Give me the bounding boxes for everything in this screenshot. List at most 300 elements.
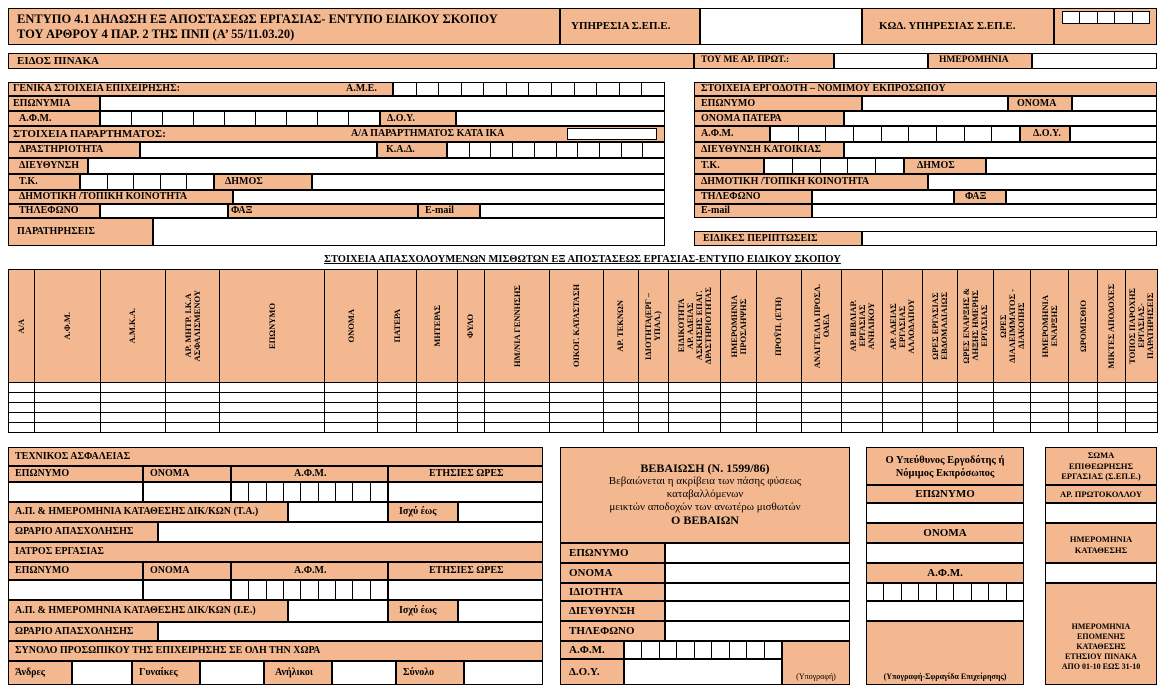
employer-afm-label: Α.Φ.Μ. <box>701 128 734 139</box>
phone-field[interactable] <box>100 204 228 218</box>
employee-cell[interactable] <box>457 422 485 433</box>
business-ame-label: Α.Μ.Ε. <box>346 83 377 94</box>
phone-label-box <box>8 204 100 218</box>
minors-field[interactable] <box>332 661 396 685</box>
employee-col-header <box>324 269 378 383</box>
doctor-title: ΙΑΤΡΟΣ ΕΡΓΑΣΙΑΣ <box>15 546 104 557</box>
employee-col-header <box>993 269 1031 383</box>
address-field[interactable] <box>88 158 665 174</box>
responsible-title-2: Νόμιμος Εκπρόσωπος <box>895 468 995 479</box>
employer-title-box <box>694 82 1157 96</box>
decl-afm-digits[interactable] <box>624 641 782 659</box>
technician-title: ΤΕΧΝΙΚΟΣ ΑΣΦΑΛΕΙΑΣ <box>15 450 131 462</box>
employee-cell[interactable] <box>549 422 603 433</box>
employee-col-header <box>957 269 994 383</box>
table-type-label: ΕΙΔΟΣ ΠΙΝΑΚΑ <box>17 54 99 67</box>
total-field[interactable] <box>464 661 543 685</box>
protocol-label: ΤΟΥ ΜΕ ΑΡ. ΠΡΩΤ.: <box>701 55 790 66</box>
employee-col-header <box>8 269 35 383</box>
employee-cell[interactable] <box>219 422 325 433</box>
decl-address-label-box <box>560 601 665 621</box>
address-label: ΔΙΕΥΘΥΝΣΗ <box>19 160 79 171</box>
employee-col-label: ΩΡΕΣ ΔΙΑΛΕΙΜΜΑΤΟΣ - ΔΙΑΚΟΠΗΣ <box>997 289 1026 363</box>
declaration-certifier: Ο ΒΕΒΑΙΩΝ <box>671 513 739 527</box>
technician-valid-field[interactable] <box>458 502 543 522</box>
resp-surname-label: ΕΠΩΝΥΜΟ <box>915 488 975 500</box>
employer-name-label: ΟΝΟΜΑ <box>1017 97 1057 109</box>
sepe-filing-label-box <box>1045 523 1157 563</box>
technician-name-label: ΟΝΟΜΑ <box>150 468 190 479</box>
employee-col-label: ΩΡΟΜΙΣΘΙΟ <box>1077 299 1088 353</box>
business-ame-digits[interactable] <box>393 82 665 96</box>
employer-phone-label-box <box>694 190 812 204</box>
community-label-box <box>8 190 233 204</box>
employer-father-label: ΟΝΟΜΑ ΠΑΤΕΡΑ <box>701 112 782 124</box>
employee-col-label: ΑΡ. ΜΗΤΡ. Ι.Κ.Α ΑΣΦΑΛΙΣΜΕΝΟΥ <box>182 290 202 362</box>
employer-residence-label-box <box>694 142 844 158</box>
employee-col-label: ΟΙΚΟΓ. ΚΑΤΑΣΤΑΣΗ <box>570 284 581 368</box>
technician-surname-label-box <box>8 466 143 482</box>
decl-doy-label: Δ.Ο.Υ. <box>569 665 600 678</box>
doctor-valid-field[interactable] <box>458 600 543 622</box>
technician-ap-label: Α.Π. & ΗΜΕΡΟΜΗΝΙΑ ΚΑΤΑΘΕΣΗΣ ΔΙΚ/ΚΩΝ (Τ.Α.) <box>15 506 259 517</box>
employer-father-field[interactable] <box>844 111 1157 126</box>
decl-surname-label: ΕΠΩΝΥΜΟ <box>569 546 629 559</box>
employer-residence-field[interactable] <box>844 142 1157 158</box>
employee-cell[interactable] <box>638 422 669 433</box>
employer-municipality-field[interactable] <box>986 158 1157 174</box>
doctor-hours-label-box <box>388 562 543 580</box>
employee-col-label: ΑΡ. ΒΙΒΛΙΑΡ. ΕΡΓΑΣΙΑΣ ΑΝΗΛΙΚΟΥ <box>847 300 876 352</box>
doctor-valid-label-box <box>388 600 458 622</box>
sepe-next-3: ΚΑΤΑΘΕΣΗΣ <box>1076 642 1126 651</box>
employee-col-label: ΑΡ. ΑΔΕΙΑΣ ΕΡΓΑΣΙΑΣ ΑΛΛΟΔΑΠΟΥ <box>888 298 916 354</box>
decl-capacity-label: ΙΔΙΟΤΗΤΑ <box>569 585 624 598</box>
table-type-label-box <box>8 53 694 69</box>
employee-cell[interactable] <box>100 422 166 433</box>
technician-hours-label-box <box>388 466 543 482</box>
remarks-field[interactable] <box>153 218 665 246</box>
email-label: E-mail <box>425 205 454 216</box>
employer-fax-label-box <box>954 190 1006 204</box>
employee-col-header <box>668 269 721 383</box>
employee-col-header <box>638 269 669 383</box>
doctor-afm-label: Α.Φ.Μ. <box>294 565 327 576</box>
protocol-label-box <box>694 53 834 69</box>
employer-afm-label-box <box>694 126 770 142</box>
employee-cell[interactable] <box>8 422 35 433</box>
decl-doy-label-box <box>560 659 624 685</box>
sepe-next-label-box <box>1045 583 1157 685</box>
employee-col-header <box>756 269 802 383</box>
employer-fax-field[interactable] <box>1006 190 1157 204</box>
declaration-title: ΒΕΒΑΙΩΣΗ (Ν. 1599/86) <box>640 461 770 475</box>
decl-capacity-field[interactable] <box>665 583 850 601</box>
date-label: ΗΜΕΡΟΜΗΝΙΑ <box>939 55 1009 66</box>
employee-cell[interactable] <box>882 422 922 433</box>
business-afm-label: Α.Φ.Μ. <box>19 112 52 124</box>
doctor-schedule-label-box <box>8 622 158 641</box>
employee-cell[interactable] <box>993 422 1031 433</box>
employee-col-header <box>801 269 842 383</box>
fax-label-box <box>228 204 418 218</box>
doctor-ap-label: Α.Π. & ΗΜΕΡΟΜΗΝΙΑ ΚΑΤΑΘΕΣΗΣ ΔΙΚ/ΚΩΝ (Ι.Ε.) <box>15 605 256 616</box>
sepe-protocol-field[interactable] <box>1045 503 1157 523</box>
employees-table <box>8 269 1157 433</box>
employee-col-header <box>922 269 958 383</box>
employee-col-header <box>377 269 417 383</box>
employee-cell[interactable] <box>957 422 994 433</box>
business-doy-label-box <box>380 111 456 126</box>
tk-label: Τ.Κ. <box>19 176 38 187</box>
employee-col-header <box>1030 269 1069 383</box>
decl-address-field[interactable] <box>665 601 850 621</box>
business-name-label: ΕΠΩΝΥΜΙΑ <box>13 97 71 109</box>
employer-email-label-box <box>694 204 812 218</box>
activity-label: ΔΡΑΣΤΗΡΙΟΤΗΤΑ <box>19 144 104 155</box>
doctor-surname-label: ΕΠΩΝΥΜΟ <box>15 565 70 576</box>
employer-doy-label-box <box>1020 126 1070 142</box>
employee-col-label: ΜΗΤΕΡΑΣ <box>431 305 442 347</box>
business-general-label: ΓΕΝΙΚΑ ΣΤΟΙΧΕΙΑ ΕΠΙΧΕΙΡΗΣΗΣ: <box>13 83 180 94</box>
employer-title: ΣΤΟΙΧΕΙΑ ΕΡΓΟΔΟΤΗ – ΝΟΜΙΜΟΥ ΕΚΠΡΟΣΩΠΟΥ <box>701 83 946 94</box>
special-cases-label-box <box>694 231 862 246</box>
employer-community-label: ΔΗΜΟΤΙΚΗ /ΤΟΠΙΚΗ ΚΟΙΝΟΤΗΤΑ <box>701 176 870 187</box>
employer-father-label-box <box>694 111 844 126</box>
community-label: ΔΗΜΟΤΙΚΗ /ΤΟΠΙΚΗ ΚΟΙΝΟΤΗΤΑ <box>19 191 188 202</box>
doctor-schedule-field[interactable] <box>158 622 543 641</box>
sepe-filing-1: ΗΜΕΡΟΜΗΝΙΑ <box>1069 534 1133 544</box>
employee-col-label: ΟΝΟΜΑ <box>345 309 356 343</box>
protocol-field[interactable] <box>834 53 928 69</box>
employer-name-field[interactable] <box>1072 96 1157 111</box>
totals-title: ΣΥΝΟΛΟ ΠΡΟΣΩΠΙΚΟΥ ΤΗΣ ΕΠΙΧΕΙΡΗΣΗΣ ΣΕ ΟΛΗ ΤΗΝ ΧΩΡΑ <box>15 645 321 656</box>
employer-fax-label: ΦΑΞ <box>965 191 987 202</box>
employee-col-header <box>100 269 166 383</box>
employee-col-header <box>1125 269 1158 383</box>
employee-cell[interactable] <box>1068 422 1097 433</box>
employee-cell[interactable] <box>484 422 550 433</box>
employee-cell[interactable] <box>668 422 721 433</box>
sepe-title-1: ΣΩΜΑ <box>1087 450 1115 460</box>
technician-name-field[interactable] <box>143 482 231 502</box>
sepe-title-3: ΕΡΓΑΣΙΑΣ (Σ.ΕΠ.Ε.) <box>1061 471 1141 481</box>
employer-surname-label: ΕΠΩΝΥΜΟ <box>701 97 756 109</box>
technician-hours-field[interactable] <box>388 482 543 502</box>
employee-col-label: Α.Φ.Μ. <box>61 312 72 340</box>
doctor-hours-label: ΕΤΗΣΙΕΣ ΩΡΕΣ <box>429 565 504 576</box>
kad-digits[interactable] <box>447 142 665 158</box>
employee-col-label: ΜΙΚΤΕΣ ΑΠΟΔΟΧΕΣ <box>1105 283 1116 369</box>
decl-name-label-box <box>560 563 665 583</box>
employee-col-label: ΗΜΕΡΟΜΗΝΙΑ ΕΝΑΡΞΗΣ <box>1039 294 1059 358</box>
special-cases-label: ΕΙΔΙΚΕΣ ΠΕΡΙΠΤΩΣΕΙΣ <box>703 232 818 244</box>
activity-label-box <box>8 142 140 158</box>
declaration-box <box>560 447 850 543</box>
remarks-label-box <box>8 218 153 246</box>
employee-cell[interactable] <box>416 422 457 433</box>
technician-ap-field[interactable] <box>288 502 388 522</box>
doctor-surname-label-box <box>8 562 143 580</box>
employee-cell[interactable] <box>756 422 802 433</box>
employee-col-header <box>603 269 639 383</box>
email-label-box <box>418 204 480 218</box>
employer-community-label-box <box>694 174 928 190</box>
employer-tk-label: Τ.Κ. <box>701 160 720 171</box>
employer-phone-field[interactable] <box>812 190 954 204</box>
employer-afm-digits[interactable] <box>770 126 1020 142</box>
employer-doy-label: Δ.Ο.Υ. <box>1033 128 1061 139</box>
employer-residence-label: ΔΙΕΥΘΥΝΣΗ ΚΑΤΟΙΚΙΑΣ <box>701 144 822 155</box>
technician-surname-label: ΕΠΩΝΥΜΟ <box>15 468 70 479</box>
sepe-title-box <box>1045 447 1157 485</box>
form-title-line2: ΤΟΥ ΑΡΘΡΟΥ 4 ΠΑΡ. 2 ΤΗΣ ΠΝΠ (Α’ 55/11.03.20) <box>17 27 295 41</box>
date-field[interactable] <box>1032 53 1157 69</box>
resp-afm-label: Α.Φ.Μ. <box>927 567 963 579</box>
technician-valid-label: Ισχύ έως <box>399 506 437 517</box>
employee-col-header <box>841 269 883 383</box>
employee-cell[interactable] <box>720 422 756 433</box>
decl-address-label: ΔΙΕΥΘΥΝΣΗ <box>569 604 635 617</box>
tk-label-box <box>8 174 80 190</box>
employee-col-label: Α.Μ.Κ.Α. <box>127 308 138 344</box>
business-afm-label-box <box>8 111 100 126</box>
employee-col-label: ΕΠΩΝΥΜΟ <box>266 303 277 349</box>
sepe-title-2: ΕΠΙΘΕΩΡΗΣΗΣ <box>1068 460 1134 471</box>
technician-ap-label-box <box>8 502 288 522</box>
resp-surname-field[interactable] <box>866 503 1024 523</box>
decl-signature-box <box>782 641 850 685</box>
employee-col-header <box>457 269 485 383</box>
employer-municipality-label: ΔΗΜΟΣ <box>917 160 955 171</box>
doctor-ap-field[interactable] <box>288 600 388 622</box>
employee-cell[interactable] <box>1030 422 1069 433</box>
branch-ika-label: Α/Α ΠΑΡΑΡΤΗΜΑΤΟΣ ΚΑΤΑ ΙΚΑ <box>351 128 505 139</box>
technician-afm-label: Α.Φ.Μ. <box>294 468 327 479</box>
employee-col-header <box>720 269 756 383</box>
employee-col-label: ΤΟΠΟΣ ΠΑΡΟΧΗΣ ΕΡΓΑΣΙΑΣ- ΠΑΡΑΤΗΡΗΣΕΙΣ <box>1127 288 1155 364</box>
phone-label: ΤΗΛΕΦΩΝΟ <box>19 205 79 216</box>
employer-tk-digits[interactable] <box>764 158 904 174</box>
employee-cell[interactable] <box>324 422 378 433</box>
women-field[interactable] <box>200 661 264 685</box>
technician-schedule-field[interactable] <box>158 522 543 542</box>
kad-label-box <box>377 142 447 158</box>
remarks-label: ΠΑΡΑΤΗΡΗΣΕΙΣ <box>17 226 95 237</box>
resp-surname-label-box <box>866 485 1024 503</box>
decl-capacity-label-box <box>560 583 665 601</box>
decl-name-field[interactable] <box>665 563 850 583</box>
employee-col-label: ΩΡΕΣ ΕΡΓΑΣΙΑΣ ΕΒΔΟΜΑΔΙΑΙΩΣ <box>929 292 949 360</box>
men-label-box <box>8 661 72 685</box>
address-label-box <box>8 158 88 174</box>
employer-doy-field[interactable] <box>1070 126 1157 142</box>
branch-label: ΣΤΟΙΧΕΙΑ ΠΑΡΑΡΤΗΜΑΤΟΣ: <box>13 127 166 140</box>
service-label-box <box>560 8 700 45</box>
doctor-name-label-box <box>143 562 231 580</box>
business-name-field[interactable] <box>100 96 665 111</box>
sepe-next-4: ΕΤΗΣΙΟΥ ΠΙΝΑΚΑ <box>1065 652 1137 661</box>
date-label-box <box>928 53 1032 69</box>
doctor-schedule-label: ΩΡΑΡΙΟ ΑΠΑΣΧΟΛΗΣΗΣ <box>15 625 134 637</box>
doctor-name-field[interactable] <box>143 580 231 600</box>
business-doy-field[interactable] <box>456 111 665 126</box>
responsible-title-box <box>866 447 1024 485</box>
technician-schedule-label-box <box>8 522 158 542</box>
employee-col-label: ΠΑΤΕΡΑ <box>391 309 402 343</box>
employee-cell[interactable] <box>841 422 883 433</box>
form-title-line1: ΕΝΤΥΠΟ 4.1 ΔΗΛΩΣΗ ΕΞ ΑΠΟΣΤΑΣΕΩΣ ΕΡΓΑΣΙΑΣ- ΕΝΤΥΠΟ ΕΙΔΙΚΟΥ ΣΚΟΠΟΥ <box>17 12 498 26</box>
service-field[interactable] <box>700 8 862 45</box>
technician-afm-label-box <box>231 466 388 482</box>
employee-col-label: ΕΙΔΙΚΟΤΗΤΑ ΑΡ. ΑΔΕΙΑΣ ΑΣΚΗΣΗΣ ΕΠΑΓ. ΔΡΑΣΤΗΡΙΟΤΗΤΑΣ <box>675 287 713 365</box>
employee-col-header <box>549 269 603 383</box>
employee-col-label: ΦΥΛΟ <box>465 313 476 339</box>
sepe-filing-2: ΚΑΤΑΘΕΣΗΣ <box>1074 544 1128 555</box>
employee-cell[interactable] <box>34 422 100 433</box>
employee-col-header <box>219 269 325 383</box>
sepe-next-2: ΕΠΟΜΕΝΗΣ <box>1077 632 1125 641</box>
employer-surname-field[interactable] <box>862 96 1008 111</box>
fax-label: ΦΑΞ <box>231 205 253 216</box>
service-code-label-box <box>862 8 1054 45</box>
resp-name-field[interactable] <box>866 543 1024 563</box>
activity-field[interactable] <box>140 142 377 158</box>
women-label: Γυναίκες <box>139 667 178 678</box>
sepe-protocol-label: ΑΡ. ΠΡΩΤΟΚΟΛΛΟΥ <box>1059 489 1142 499</box>
employee-col-label: ΠΡΟΫΠ. (ΕΤΗ) <box>773 296 784 356</box>
form-title-box <box>8 8 560 45</box>
employee-cell[interactable] <box>922 422 958 433</box>
decl-phone-field[interactable] <box>665 621 850 641</box>
minors-label-box <box>264 661 332 685</box>
doctor-ap-label-box <box>8 600 288 622</box>
sepe-protocol-label-box <box>1045 485 1157 503</box>
doctor-surname-field[interactable] <box>8 580 143 600</box>
declaration-text-3: μεικτών αποδοχών των ανωτέρω μισθωτών <box>609 501 801 513</box>
technician-hours-label: ΕΤΗΣΙΕΣ ΩΡΕΣ <box>429 468 504 479</box>
service-code-digits[interactable] <box>1062 11 1150 24</box>
decl-name-label: ΟΝΟΜΑ <box>569 566 613 579</box>
doctor-afm-digits[interactable] <box>231 580 388 600</box>
responsible-title-1: Ο Υπεύθυνος Εργοδότης ή <box>885 455 1005 466</box>
employer-phone-label: ΤΗΛΕΦΩΝΟ <box>701 191 761 202</box>
resp-signature-box <box>866 621 1024 685</box>
employer-surname-label-box <box>694 96 862 111</box>
employee-cell[interactable] <box>1125 422 1158 433</box>
technician-afm-digits[interactable] <box>231 482 388 502</box>
employee-col-label: Α/Α <box>16 318 27 334</box>
employer-community-field[interactable] <box>928 174 1157 190</box>
municipality-label-box <box>214 174 312 190</box>
employee-col-header <box>882 269 922 383</box>
totals-title-box <box>8 641 543 661</box>
employee-cell[interactable] <box>165 422 220 433</box>
business-name-label-box <box>8 96 100 111</box>
doctor-valid-label: Ισχύ έως <box>399 605 437 616</box>
employee-col-label: ΩΡΕΣ ΕΝΑΡΞΗΣ & ΛΗΞΗΣ ΗΜΕΡΗΣ ΕΡΓΑΣΙΑΣ <box>960 288 989 364</box>
men-field[interactable] <box>72 661 132 685</box>
employee-col-header <box>34 269 100 383</box>
resp-name-label-box <box>866 523 1024 543</box>
resp-afm-label-box <box>866 563 1024 583</box>
municipality-field[interactable] <box>312 174 665 190</box>
declaration-text-1: Βεβαιώνεται η ακρίβεια των πάσης φύσεως <box>608 475 802 487</box>
decl-afm-label-box <box>560 641 624 659</box>
resp-afm-digits[interactable] <box>866 583 1024 601</box>
employee-col-label: ΙΔΙΟΤΗΤΑ(ΕΡΓ – ΥΠΑΛ.) <box>643 292 663 360</box>
employee-col-header <box>1097 269 1126 383</box>
sepe-next-5: ΑΠΟ 01-10 ΕΩΣ 31-10 <box>1061 662 1141 671</box>
employer-municipality-label-box <box>904 158 986 174</box>
service-label: ΥΠΗΡΕΣΙΑ Σ.ΕΠ.Ε. <box>571 20 671 32</box>
resp-name-label: ΟΝΟΜΑ <box>923 527 967 539</box>
technician-name-label-box <box>143 466 231 482</box>
tk-digits[interactable] <box>80 174 214 190</box>
municipality-label: ΔΗΜΟΣ <box>225 176 263 187</box>
resp-extra-field[interactable] <box>866 601 1024 621</box>
employee-cell[interactable] <box>377 422 417 433</box>
decl-afm-label: Α.Φ.Μ. <box>569 643 605 656</box>
doctor-name-label: ΟΝΟΜΑ <box>150 565 190 576</box>
business-doy-label: Δ.Ο.Υ. <box>387 112 415 124</box>
decl-phone-label-box <box>560 621 665 641</box>
branch-ika-field[interactable] <box>567 128 657 140</box>
doctor-hours-field[interactable] <box>388 580 543 600</box>
business-general-label-box <box>8 82 393 96</box>
employee-col-label: ΗΜΕΡΟΜΗΝΙΑ ΠΡΟΣΛΗΨΗΣ <box>728 294 748 358</box>
employer-email-label: E-mail <box>701 205 730 216</box>
total-label: Σύνολο <box>403 667 435 678</box>
employee-col-header <box>165 269 220 383</box>
employee-cell[interactable] <box>603 422 639 433</box>
technician-schedule-label: ΩΡΑΡΙΟ ΑΠΑΣΧΟΛΗΣΗΣ <box>15 526 134 537</box>
men-label: Άνδρες <box>15 667 45 678</box>
employer-name-label-box <box>1008 96 1072 111</box>
decl-doy-field[interactable] <box>624 659 782 685</box>
sepe-filing-field[interactable] <box>1045 563 1157 583</box>
employee-col-label: ΑΡ. ΤΕΚΝΩΝ <box>615 300 626 352</box>
employee-col-header <box>1068 269 1097 383</box>
doctor-afm-label-box <box>231 562 388 580</box>
resp-signature-label: (Υπογραφή-Σφραγίδα Επιχείρησης) <box>883 672 1007 681</box>
technician-valid-label-box <box>388 502 458 522</box>
employee-col-label: ΗΜ/ΝΙΑ ΓΕΝΝΗΣΗΣ <box>511 285 522 367</box>
women-label-box <box>132 661 200 685</box>
kad-label: Κ.Α.Δ. <box>386 144 415 155</box>
technician-surname-field[interactable] <box>8 482 143 502</box>
sepe-next-1: ΗΜΕΡΟΜΗΝΙΑ <box>1071 622 1131 631</box>
community-field[interactable] <box>233 190 665 204</box>
employee-col-header <box>484 269 550 383</box>
employee-cell[interactable] <box>801 422 842 433</box>
service-code-label: ΚΩΔ. ΥΠΗΡΕΣΙΑΣ Σ.ΕΠ.Ε. <box>879 20 1016 32</box>
employer-tk-label-box <box>694 158 764 174</box>
employees-title: ΣΤΟΙΧΕΙΑ ΑΠΑΣΧΟΛΟΥΜΕΝΩΝ ΜΙΣΘΩΤΩΝ ΕΞ ΑΠΟΣΤΑΣΕΩΣ ΕΡΓΑΣΙΑΣ-ΕΝΤΥΠΟ ΕΙΔΙΚΟΥ ΣΚΟΠΟΥ <box>324 254 841 265</box>
decl-surname-field[interactable] <box>665 543 850 563</box>
doctor-title-box <box>8 542 543 562</box>
special-cases-field[interactable] <box>862 231 1157 246</box>
employer-email-field[interactable] <box>812 204 1157 218</box>
business-afm-digits[interactable] <box>100 111 380 126</box>
declaration-text-2: καταβαλλόμενων <box>666 488 744 500</box>
decl-phone-label: ΤΗΛΕΦΩΝΟ <box>569 624 635 637</box>
employee-col-header <box>416 269 457 383</box>
employee-cell[interactable] <box>1097 422 1126 433</box>
email-field[interactable] <box>480 204 665 218</box>
employee-col-label: ΑΝΑΓΓΕΛΙΑ ΠΡΟΣΛ. ΟΑΕΔ <box>811 283 831 369</box>
total-label-box <box>396 661 464 685</box>
